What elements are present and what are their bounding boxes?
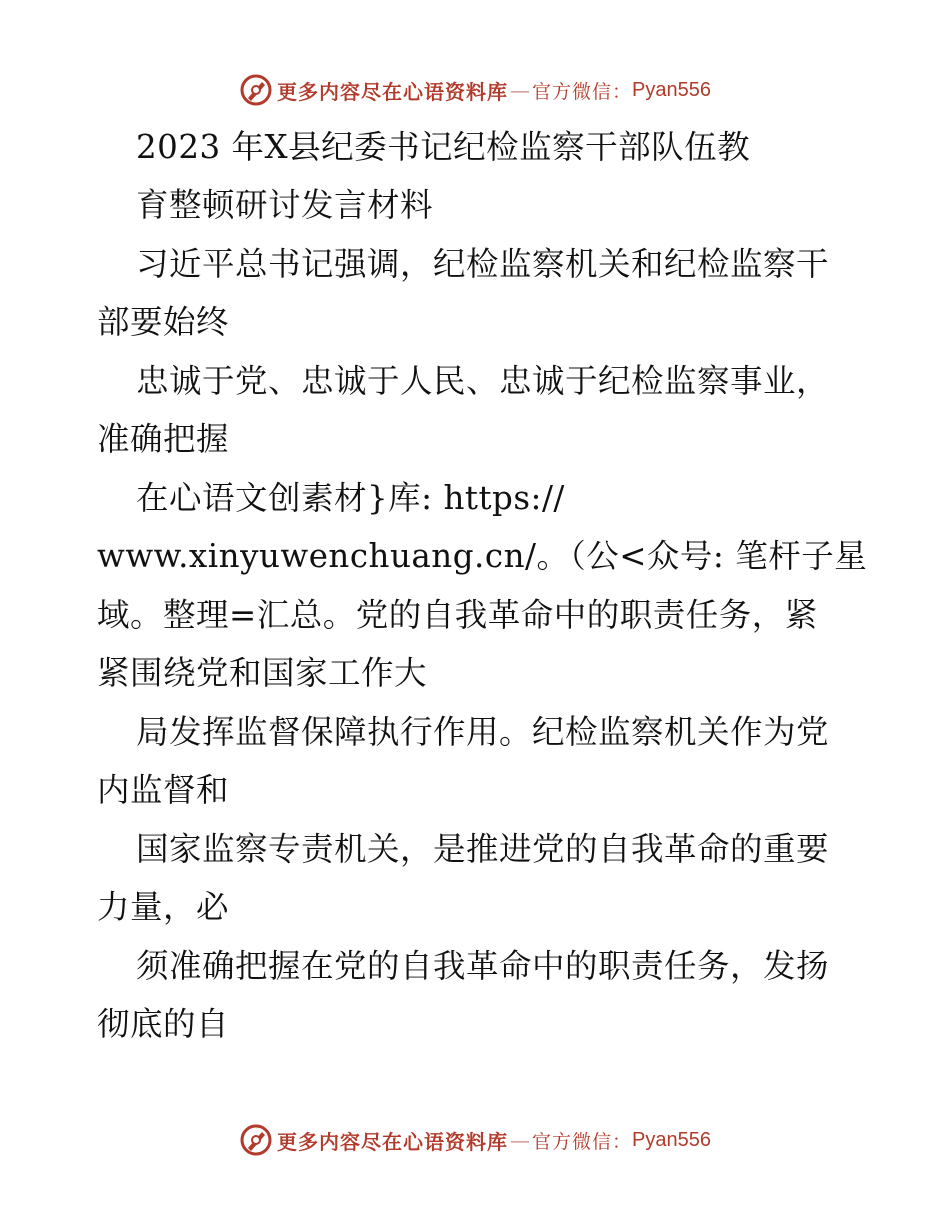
body-line: www.xinyuwenchuang.cn/。（公<众号: 笔杆子星 (97, 537, 868, 575)
body-line: 准确把握 (97, 420, 230, 458)
body-line: 国家监察专责机关，是推进党的自我革命的重要 (136, 830, 830, 868)
watermark-wechat-id: Pyan556 (632, 78, 711, 101)
body-line: 习近平总书记强调，纪检监察机关和纪检监察干 (136, 245, 830, 283)
watermark-wechat-id: Pyan556 (632, 1128, 711, 1151)
watermark-wechat-label: 官方微信： (532, 1130, 633, 1153)
pen-logo-icon (239, 1123, 273, 1157)
body-line: 忠诚于党、忠诚于人民、忠诚于纪检监察事业， (136, 362, 830, 400)
body-line: 局发挥监督保障执行作用。纪检监察机关作为党 (136, 713, 830, 751)
watermark-separator: — (510, 78, 530, 102)
body-line: 内监督和 (97, 771, 230, 809)
document-title-line-1: 2023 年X县纪委书记纪检监察干部队伍教 (136, 128, 751, 166)
body-line: 紧围绕党和国家工作大 (97, 654, 428, 692)
watermark-wechat-label: 官方微信： (532, 80, 633, 103)
body-line: 部要始终 (97, 303, 230, 341)
body-line: 力量，必 (97, 888, 230, 926)
body-line: 须准确把握在党的自我革命中的职责任务，发扬 (136, 947, 830, 985)
body-line: 彻底的自 (97, 1005, 230, 1043)
watermark-separator: — (510, 1128, 530, 1152)
body-line: 在心语文创素材}库: https:// (136, 479, 565, 517)
pen-logo-icon (239, 73, 273, 107)
watermark-footer (0, 1120, 950, 1160)
watermark-main-text: 更多内容尽在心语资料库 (277, 79, 508, 104)
document-title-line-2: 育整顿研讨发言材料 (136, 186, 434, 224)
body-line: 域。整理=汇总。党的自我革命中的职责任务，紧 (97, 596, 818, 634)
watermark-main-text: 更多内容尽在心语资料库 (277, 1129, 508, 1154)
watermark-header (0, 70, 950, 110)
